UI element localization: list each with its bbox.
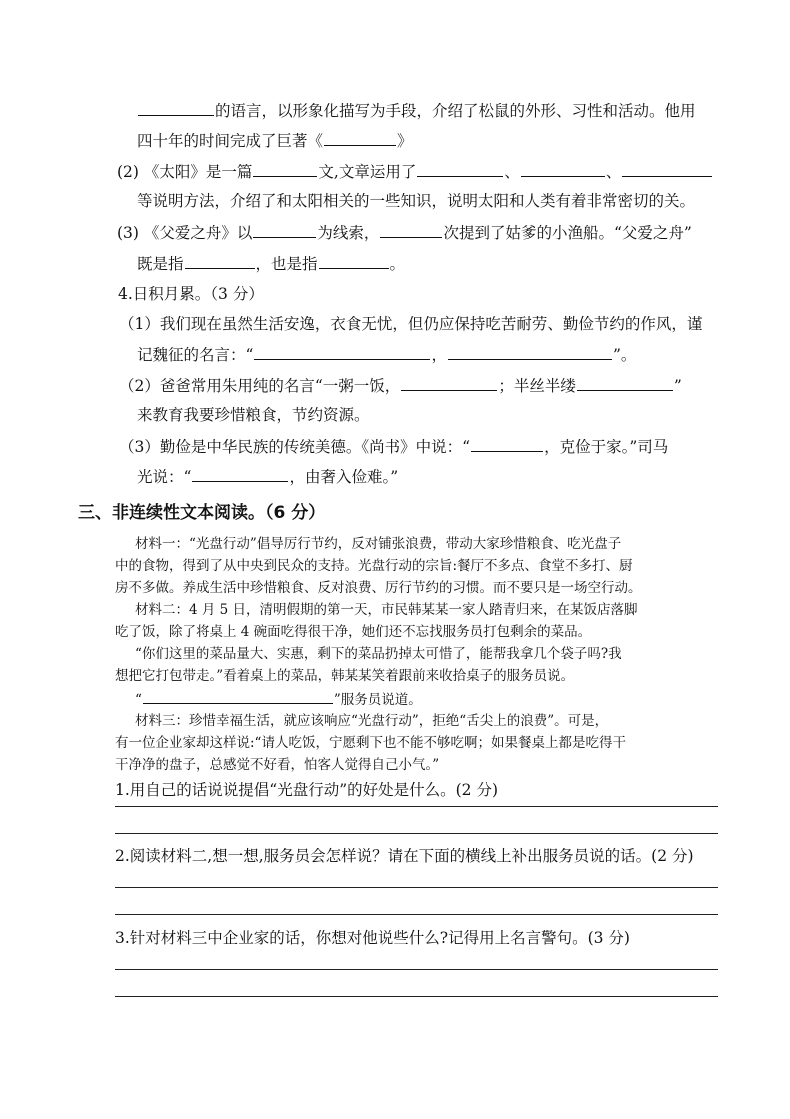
- answer-line[interactable]: [115, 833, 718, 834]
- section-heading: 三、非连续性文本阅读。（6 分）: [78, 503, 326, 523]
- q4-2-line2: 来教育我要珍惜粮食，节约资源。: [137, 406, 370, 424]
- q4-3-line1: （3）勤俭是中华民族的传统美德。《尚书》中说：“ ，克俭于家。”司马: [119, 438, 669, 456]
- question-1: 1.用自己的话说说提倡“光盘行动”的好处是什么。(2 分): [115, 781, 499, 799]
- answer-line[interactable]: [115, 806, 718, 807]
- answer-blank[interactable]: [319, 253, 389, 269]
- answer-blank[interactable]: [448, 344, 612, 360]
- question-number: （2）: [119, 377, 160, 395]
- answer-blank[interactable]: [380, 222, 442, 238]
- material-line: 干净净的盘子，总感觉不好看，怕客人觉得自己小气。”: [115, 757, 440, 773]
- answer-blank[interactable]: [577, 375, 673, 391]
- answer-blank[interactable]: [254, 344, 430, 360]
- question-number: (3): [117, 224, 139, 242]
- question-number: （3）: [119, 438, 160, 456]
- q3-line1: (3) 《父爱之舟》以 为线索， 次提到了姑爹的小渔船。“父爱之舟”: [117, 224, 692, 242]
- question-number: （1）: [119, 315, 160, 333]
- question-2: 2.阅读材料二,想一想,服务员会怎样说？请在下面的横线上补出服务员说的话。(2 分): [115, 847, 694, 865]
- q4-2-line1: （2）爸爸常用朱用纯的名言“一粥一饭， ；半丝半缕 ”: [119, 377, 682, 395]
- q4-title: 4.日积月累。（3 分）: [118, 285, 264, 303]
- answer-line[interactable]: [115, 996, 718, 997]
- answer-line[interactable]: [115, 887, 718, 888]
- answer-blank[interactable]: [143, 688, 333, 704]
- answer-blank[interactable]: [185, 253, 255, 269]
- q4-3-line2: 光说：“ ，由奢入俭难。”: [137, 468, 399, 486]
- answer-blank[interactable]: [324, 130, 396, 146]
- material-line: 中的食物，得到了从中央到民众的支持。光盘行动的宗旨:餐厅不多点、食堂不多打、厨: [115, 558, 633, 574]
- material-line: 房不多做。养成生活中珍惜粮食、反对浪费、厉行节约的习惯。而不要只是一场空行动。: [115, 580, 642, 596]
- material-line: 材料二：4 月 5 日，清明假期的第一天，市民韩某某一家人踏青归来，在某饭店落脚: [135, 602, 638, 618]
- material-line: 想把它打包带走。”看着桌上的菜品，韩某某笑着跟前来收拾桌子的服务员说。: [115, 668, 575, 684]
- material-line: 有一位企业家却这样说:“请人吃饭，宁愿剩下也不能不够吃啊；如果餐桌上都是吃得干: [115, 735, 626, 751]
- answer-blank[interactable]: [192, 466, 288, 482]
- material-line: 材料一：“光盘行动”倡导厉行节约，反对铺张浪费，带动大家珍惜粮食、吃光盘子: [135, 536, 622, 552]
- answer-blank[interactable]: [253, 222, 316, 238]
- waiter-reply-line: “ ”服务员说道。: [135, 688, 422, 710]
- q4-1-line1: （1）我们现在虽然生活安逸，衣食无忧，但仍应保持吃苦耐劳、勤俭节约的作风，谨: [119, 315, 703, 333]
- material-line: “你们这里的菜品量大、实惠，剩下的菜品扔掉太可惜了，能帮我拿几个袋子吗?我: [135, 646, 622, 662]
- question-number: (2): [117, 163, 139, 181]
- q1-tail-line1: 的语言，以形象化描写为手段，介绍了松鼠的外形、习性和活动。他用: [137, 100, 696, 121]
- answer-blank[interactable]: [417, 161, 503, 177]
- q2-line2: 等说明方法，介绍了和太阳相关的一些知识，说明太阳和人类有着非常密切的关。: [137, 192, 696, 210]
- answer-line[interactable]: [115, 969, 718, 970]
- answer-blank[interactable]: [138, 100, 214, 116]
- answer-blank[interactable]: [622, 161, 712, 177]
- question-3: 3.针对材料三中企业家的话，你想对他说些什么?记得用上名言警句。(3 分): [115, 929, 630, 947]
- q4-1-line2: 记魏征的名言：“ ， ”。: [137, 346, 637, 364]
- q1-tail-line2: 四十年的时间完成了巨著《 》: [137, 132, 413, 150]
- q3-line2: 既是指 ，也是指 。: [137, 255, 406, 273]
- material-line: 材料三：珍惜幸福生活，就应该响应“光盘行动”，拒绝“舌尖上的浪费”。可是，: [135, 713, 609, 729]
- answer-blank[interactable]: [401, 375, 497, 391]
- answer-blank[interactable]: [521, 161, 605, 177]
- q2-line1: (2) 《太阳》是一篇 文,文章运用了 、 、: [117, 161, 713, 182]
- answer-blank[interactable]: [471, 436, 543, 452]
- material-line: 吃了饭，除了将桌上 4 碗面吃得很干净，她们还不忘找服务员打包剩余的菜品。: [115, 624, 592, 640]
- answer-blank[interactable]: [253, 161, 317, 177]
- answer-line[interactable]: [115, 914, 718, 915]
